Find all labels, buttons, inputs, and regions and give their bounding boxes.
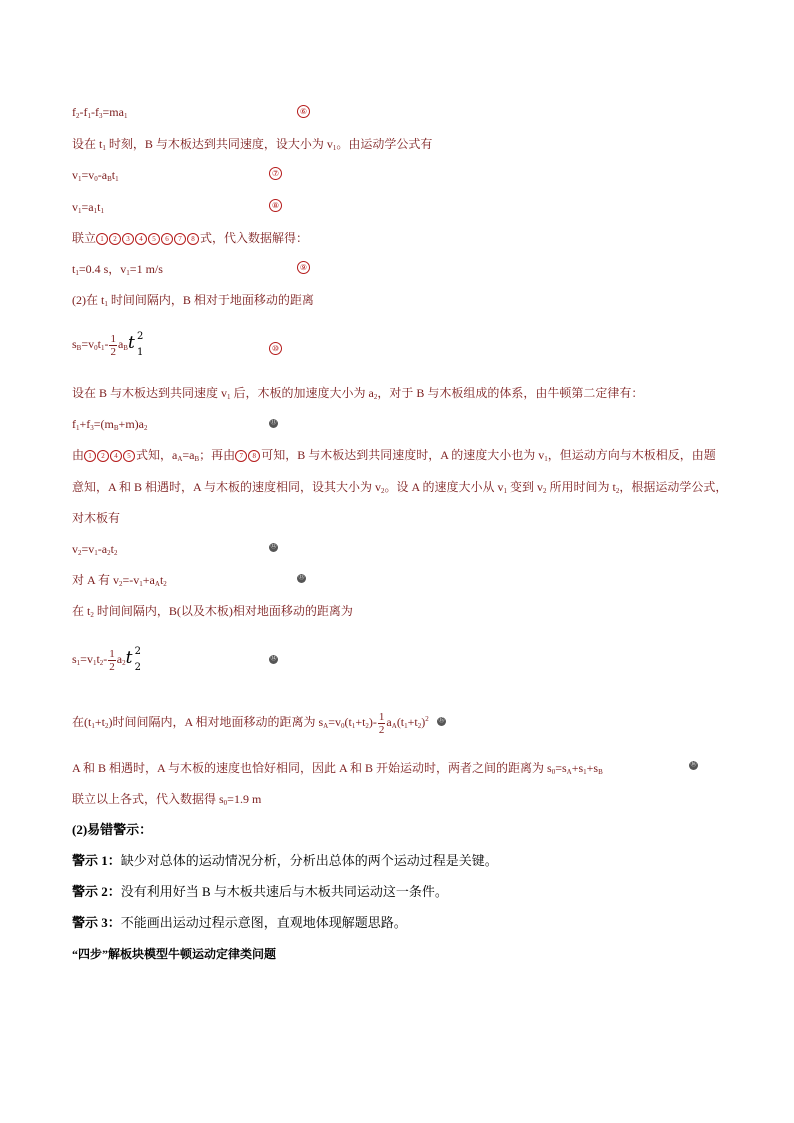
paragraph-t2: 在 $t_2$ 时间间隔内，B(以及木板)相对地面移动的距离为 [72,604,353,619]
equation-number-11: ⑪ [270,420,277,426]
warning-1-label: 警示 1： [72,853,121,868]
warning-3 [72,915,407,931]
warning-2 [72,884,448,900]
equation-number-9: ⑨ [297,261,310,274]
paragraph-long-1: 由 1 2 4 5 式知，$a_A=a_B$；再由 7 8 可知，B 与木板达到共同速度时，A 的速度大小也为 $v_1$，但运动方向与木板相反，由题 [72,448,716,463]
paragraph-join: 联立 1 2 3 4 5 6 7 8 式，代入数据解得： [72,231,309,245]
warning-2-text: 没有利用好当 B 与木板共速后与木板共同运动这一条件。 [120,884,448,899]
equation-12: $v_2=v_1-a_2t_2$ [72,542,118,557]
equation-10: $s_B=v_0t_1-$ $\frac{1}{2}$ $a_Bt$ 2 1 [72,331,144,358]
equation-number-16: ⑯ [690,762,697,768]
equation-16: A 和 B 相遇时，A 与木板的速度也恰好相同，因此 A 和 B 开始运动时，两者之间的距离为 $s_0=s_A+s_1+s_B$ [72,761,603,776]
equation-number-14: ⑭ [270,656,277,662]
equation-9: $t_1=0.4$ s，$v_1=1$ m/s [72,262,163,277]
equation-number-8: ⑧ [269,199,282,212]
equation-11: $f_1+f_3=(m_B+m)a_2$ [72,417,148,432]
paragraph-long-3: 对木板有 [72,511,121,525]
warning-1-text: 缺少对总体的运动情况分析，分析出总体的两个运动过程是关键。 [120,853,498,868]
section-title: “四步”解板块模型牛顿运动定律类问题 [72,947,277,961]
equation-15: 在$(t_1+t_2)$时间间隔内，A 相对地面移动的距离为 $s_A=v_0(t_1+t_2)-$ $\frac{1}{2}$ $a_A(t_1+t_2)^2$ [72,710,429,736]
paragraph-part2: (2)在 $t_1$ 时间间隔内，B 相对于地面移动的距离 [72,293,314,308]
paragraph-board: 设在 B 与木板达到共同速度 $v_1$ 后，木板的加速度大小为 $a_2$，对于 B 与木板组成的体系，由牛顿第二定律有： [72,386,644,401]
equation-8: $v_1=a_1t_1$ [72,200,104,215]
equation-7: $v_1=v_0-a_Bt_1$ [72,168,119,183]
equation-number-13: ⑬ [298,575,305,581]
warning-2-label: 警示 2： [72,884,121,899]
warning-3-text: 不能画出运动过程示意图，直观地体现解题思路。 [120,915,407,930]
equation-number-12: ⑫ [270,544,277,550]
warning-3-label: 警示 3： [72,915,121,930]
paragraph-long-2: 意知，A 和 B 相遇时，A 与木板的速度相同，设其大小为 $v_2$。设 A 的速度大小从 $v_1$ 变到 $v_2$ 所用时间为 $t_2$，根据运动学公式， [72,480,728,495]
paragraph-result: 联立以上各式，代入数据得 $s_0=1.9$ m [72,792,262,807]
paragraph-t1: 设在 $t_1$ 时刻，B 与木板达到共同速度，设大小为 $v_1$。由运动学公式有 [72,137,433,152]
pitfall-title: (2)易错警示： [72,822,153,837]
equation-number-15: ⑮ [438,718,445,724]
equation-number-10: ⑩ [269,342,282,355]
warning-1 [72,853,498,869]
equation-number-6: ⑥ [297,105,310,118]
equation-14: $s_1=v_1t_2-$ $\frac{1}{2}$ $a_2t$ 2 2 [72,646,141,673]
equation-6: $f_2-f_1-f_3=ma_1$ [72,105,128,120]
equation-number-7: ⑦ [269,167,282,180]
equation-13: 对 A 有 $v_2=-v_1+a_At_2$ [72,573,167,588]
